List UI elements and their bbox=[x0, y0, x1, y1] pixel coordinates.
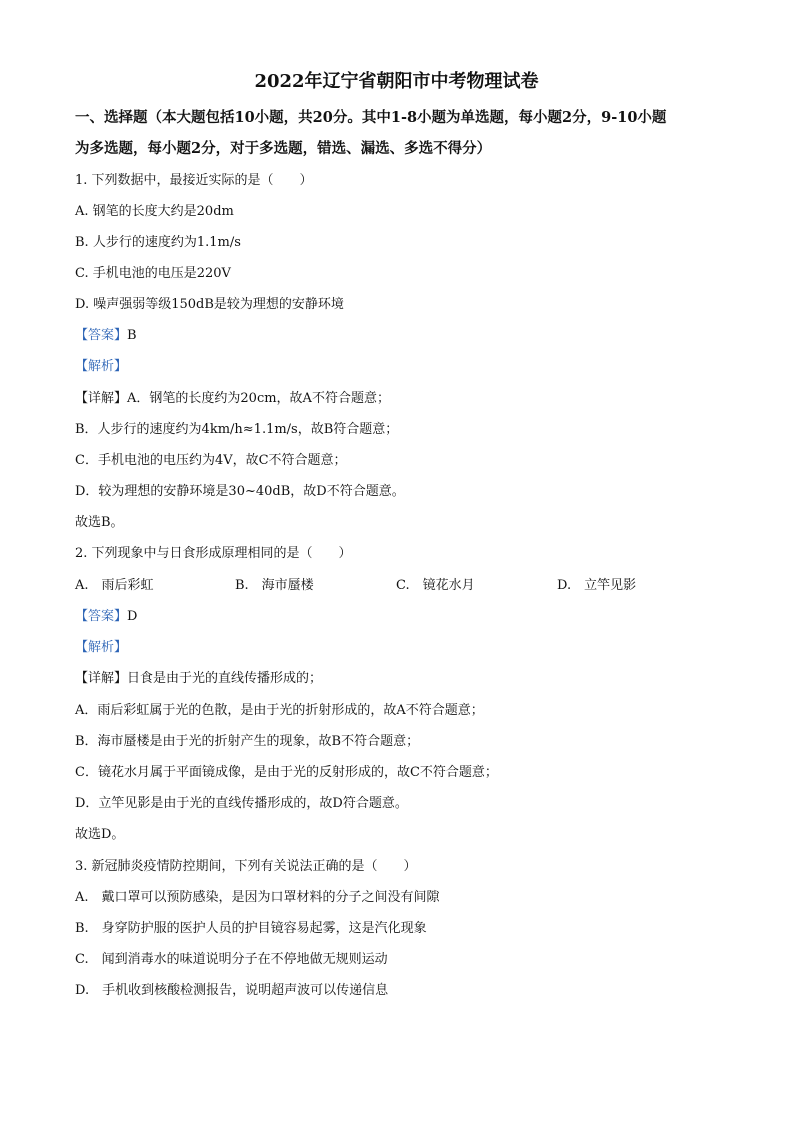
question-3-option-c: C. 闻到消毒水的味道说明分子在不停地做无规则运动 bbox=[75, 952, 388, 967]
question-2-option-d: D. 立竿见影 bbox=[557, 578, 637, 593]
question-2-analysis-tag: 【解析】 bbox=[75, 640, 128, 655]
question-2-option-a: A. 雨后彩虹 bbox=[75, 578, 154, 593]
question-1-option-d: D. 噪声强弱等级150dB是较为理想的安静环境 bbox=[75, 297, 344, 312]
answer-tag: 【答案】 bbox=[75, 328, 128, 343]
answer-tag: 【答案】 bbox=[75, 609, 128, 624]
section-heading-line-1: 一、选择题（本大题包括10小题，共20分。其中1-8小题为单选题，每小题2分，9-10小题 bbox=[75, 109, 667, 126]
detail-tag: 【详解】 bbox=[75, 391, 128, 406]
question-3-option-b: B. 身穿防护服的医护人员的护目镜容易起雾，这是汽化现象 bbox=[75, 921, 427, 936]
question-1-option-b: B. 人步行的速度约为1.1m/s bbox=[75, 235, 241, 250]
answer-value: B bbox=[127, 328, 137, 343]
question-2-stem: 2. 下列现象中与日食形成原理相同的是（ ） bbox=[75, 546, 352, 561]
detail-tag: 【详解】 bbox=[75, 671, 128, 686]
detail-text: A．钢笔的长度约为20cm，故A不符合题意； bbox=[127, 391, 390, 406]
question-3-option-d: D. 手机收到核酸检测报告，说明超声波可以传递信息 bbox=[75, 983, 389, 998]
question-1-option-c: C. 手机电池的电压是220V bbox=[75, 266, 231, 281]
question-2-answer bbox=[75, 608, 137, 626]
question-2-detail-line-2: A．雨后彩虹属于光的色散，是由于光的折射形成的，故A不符合题意； bbox=[75, 703, 484, 718]
answer-value: D bbox=[127, 609, 138, 624]
section-heading-line-2: 为多选题，每小题2分，对于多选题，错选、漏选、多选不得分） bbox=[75, 140, 492, 157]
question-2-detail-line-4: C．镜花水月属于平面镜成像，是由于光的反射形成的，故C不符合题意； bbox=[75, 765, 498, 780]
question-2-conclusion: 故选D。 bbox=[75, 827, 125, 842]
question-1-detail-line-4: D．较为理想的安静环境是30~40dB，故D不符合题意。 bbox=[75, 484, 405, 499]
question-2-option-c: C. 镜花水月 bbox=[396, 578, 475, 593]
question-1-detail-line-1 bbox=[75, 390, 390, 408]
question-3-stem: 3. 新冠肺炎疫情防控期间，下列有关说法正确的是（ ） bbox=[75, 859, 417, 874]
question-1-detail-line-3: C．手机电池的电压约为4V，故C不符合题意； bbox=[75, 453, 347, 468]
question-2-option-b: B. 海市蜃楼 bbox=[235, 578, 314, 593]
detail-text: 日食是由于光的直线传播形成的； bbox=[127, 671, 323, 686]
question-1-option-a: A. 钢笔的长度大约是20dm bbox=[75, 204, 234, 219]
question-2-detail-line-1 bbox=[75, 670, 322, 688]
question-1-detail-line-2: B．人步行的速度约为4km/h≈1.1m/s，故B符合题意； bbox=[75, 422, 399, 437]
question-1-stem: 1. 下列数据中，最接近实际的是（ ） bbox=[75, 173, 313, 188]
page-title: 2022年辽宁省朝阳市中考物理试卷 bbox=[254, 71, 539, 92]
question-1-analysis-tag: 【解析】 bbox=[75, 359, 128, 374]
question-1-conclusion: 故选B。 bbox=[75, 515, 124, 530]
question-1-answer bbox=[75, 327, 137, 345]
question-3-option-a: A. 戴口罩可以预防感染，是因为口罩材料的分子之间没有间隙 bbox=[75, 890, 440, 905]
question-2-detail-line-3: B．海市蜃楼是由于光的折射产生的现象，故B不符合题意； bbox=[75, 734, 420, 749]
question-2-detail-line-5: D．立竿见影是由于光的直线传播形成的，故D符合题意。 bbox=[75, 796, 408, 811]
